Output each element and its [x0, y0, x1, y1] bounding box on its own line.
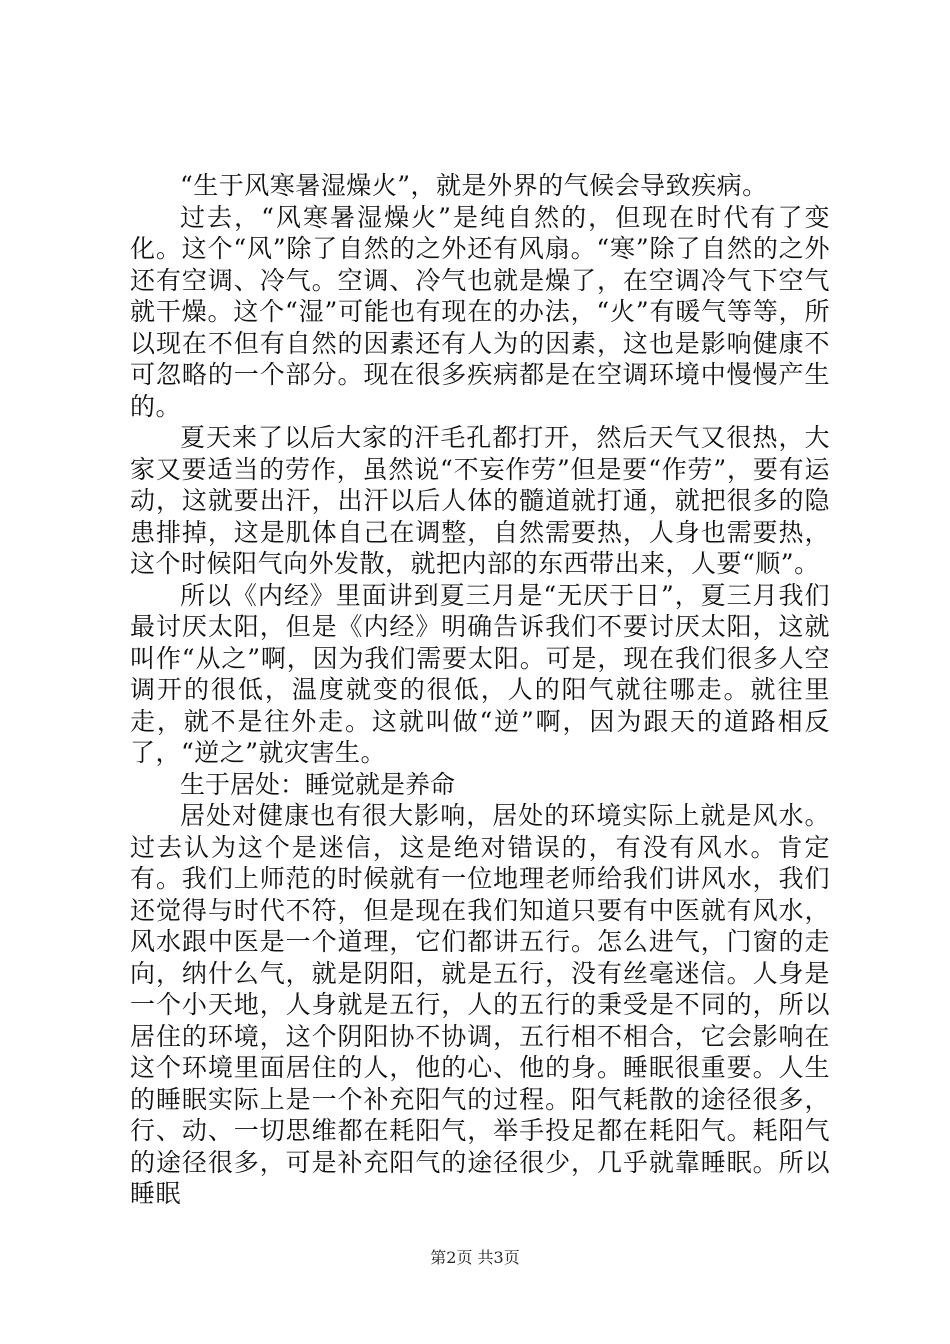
page-number-footer: 第2页 共3页 [430, 1248, 520, 1267]
paragraph-climate-change: 过去，“风寒暑湿燥火”是纯自然的，但现在时代有了变化。这个“风”除了自然的之外还有风扇。“寒”除了自然的之外还有空调、冷气。空调、冷气也就是燥了，在空调冷气下空气就干燥。这个“湿”可能也有现在的办法，“火”有暖气等等，所以现在不但有自然的因素还有人为的因素，这也是影响健康不可忽略的一个部分。现在很多疾病都是在空调环境中慢慢产生的。 [130, 202, 830, 421]
paragraph-climate-intro: “生于风寒暑湿燥火”，就是外界的气候会导致疾病。 [180, 171, 768, 200]
section-heading-living: 生于居处：睡觉就是养命 [180, 769, 456, 799]
document-body [130, 170, 830, 1210]
paragraph-living-sleep: 居处对健康也有很大影响，居处的环境实际上就是风水。过去认为这个是迷信，这是绝对错误的，有没有风水。肯定有。我们上师范的时候就有一位地理老师给我们讲风水，我们还觉得与时代不符，但是现在我们知道只要有中医就有风水，风水跟中医是一个道理，它们都讲五行。怎么进气，门窗的走向，纳什么气，就是阴阳，就是五行，没有丝毫迷信。人身是一个小天地，人身就是五行，人的五行的秉受是不同的，所以居住的环境，这个阴阳协不协调，五行相不相合，它会影响在这个环境里面居住的人，他的心、他的身。睡眠很重要。人生的睡眠实际上是一个补充阳气的过程。阳气耗散的途径很多，行、动、一切思维都在耗阳气，举手投足都在耗阳气。耗阳气的途径很多，可是补充阳气的途径很少，几乎就靠睡眠。所以睡眠 [130, 801, 830, 1208]
paragraph-neijing-sun: 所以《内经》里面讲到夏三月是“无厌于日”，夏三月我们最讨厌太阳，但是《内经》明确告诉我们不要讨厌太阳，这就叫作“从之”啊，因为我们需要太阳。可是，现在我们很多人空调开的很低，温度就变的很低，人的阳气就往哪走。就往里走，就不是往外走。这就叫做“逆”啊，因为跟天的道路相反了，“逆之”就灾害生。 [130, 580, 830, 767]
paragraph-summer-sweat: 夏天来了以后大家的汗毛孔都打开，然后天气又很热，大家又要适当的劳作，虽然说“不妄作劳”但是要“作劳”，要有运动，这就要出汗，出汗以后人体的髓道就打通，就把很多的隐患排掉，这是肌体自己在调整，自然需要热，人身也需要热，这个时候阳气向外发散，就把内部的东西带出来，人要“顺”。 [130, 423, 830, 578]
